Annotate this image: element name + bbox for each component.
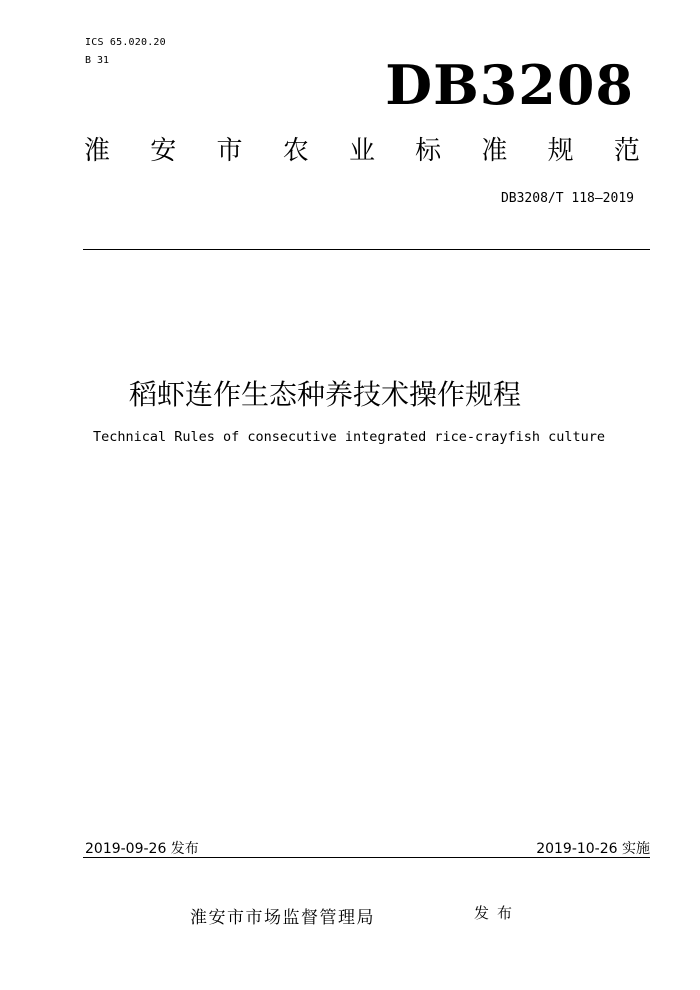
- issuing-authority: 淮安市市场监督管理局: [190, 908, 375, 928]
- ics-code: ICS 65.020.20: [85, 37, 166, 48]
- standard-type-char: 范: [613, 136, 640, 166]
- standard-type-char: 准: [481, 136, 508, 166]
- standard-type-char: 淮: [84, 136, 111, 166]
- issued-label: 发布: [474, 904, 521, 922]
- document-title-english: Technical Rules of consecutive integrated rice-crayfish culture: [92, 429, 606, 445]
- standard-logo: DB3208: [385, 53, 634, 117]
- standard-type-char: 市: [216, 136, 243, 166]
- implement-date: 2019-10-26 实施: [536, 841, 650, 857]
- standard-type-char: 安: [150, 136, 177, 166]
- standard-type-char: 业: [348, 136, 375, 166]
- standard-type-char: 规: [547, 136, 574, 166]
- publish-date: 2019-09-26 发布: [85, 841, 199, 857]
- standard-type-title: [84, 138, 640, 164]
- standard-type-char: 标: [415, 136, 442, 166]
- footer-divider: [83, 857, 650, 858]
- standard-type-char: 农: [282, 136, 309, 166]
- classification-code: B 31: [85, 55, 110, 66]
- standard-number: DB3208/T 118—2019: [500, 191, 634, 206]
- header-divider: [83, 249, 650, 250]
- document-title-chinese: 稻虾连作生态种养技术操作规程: [128, 378, 521, 411]
